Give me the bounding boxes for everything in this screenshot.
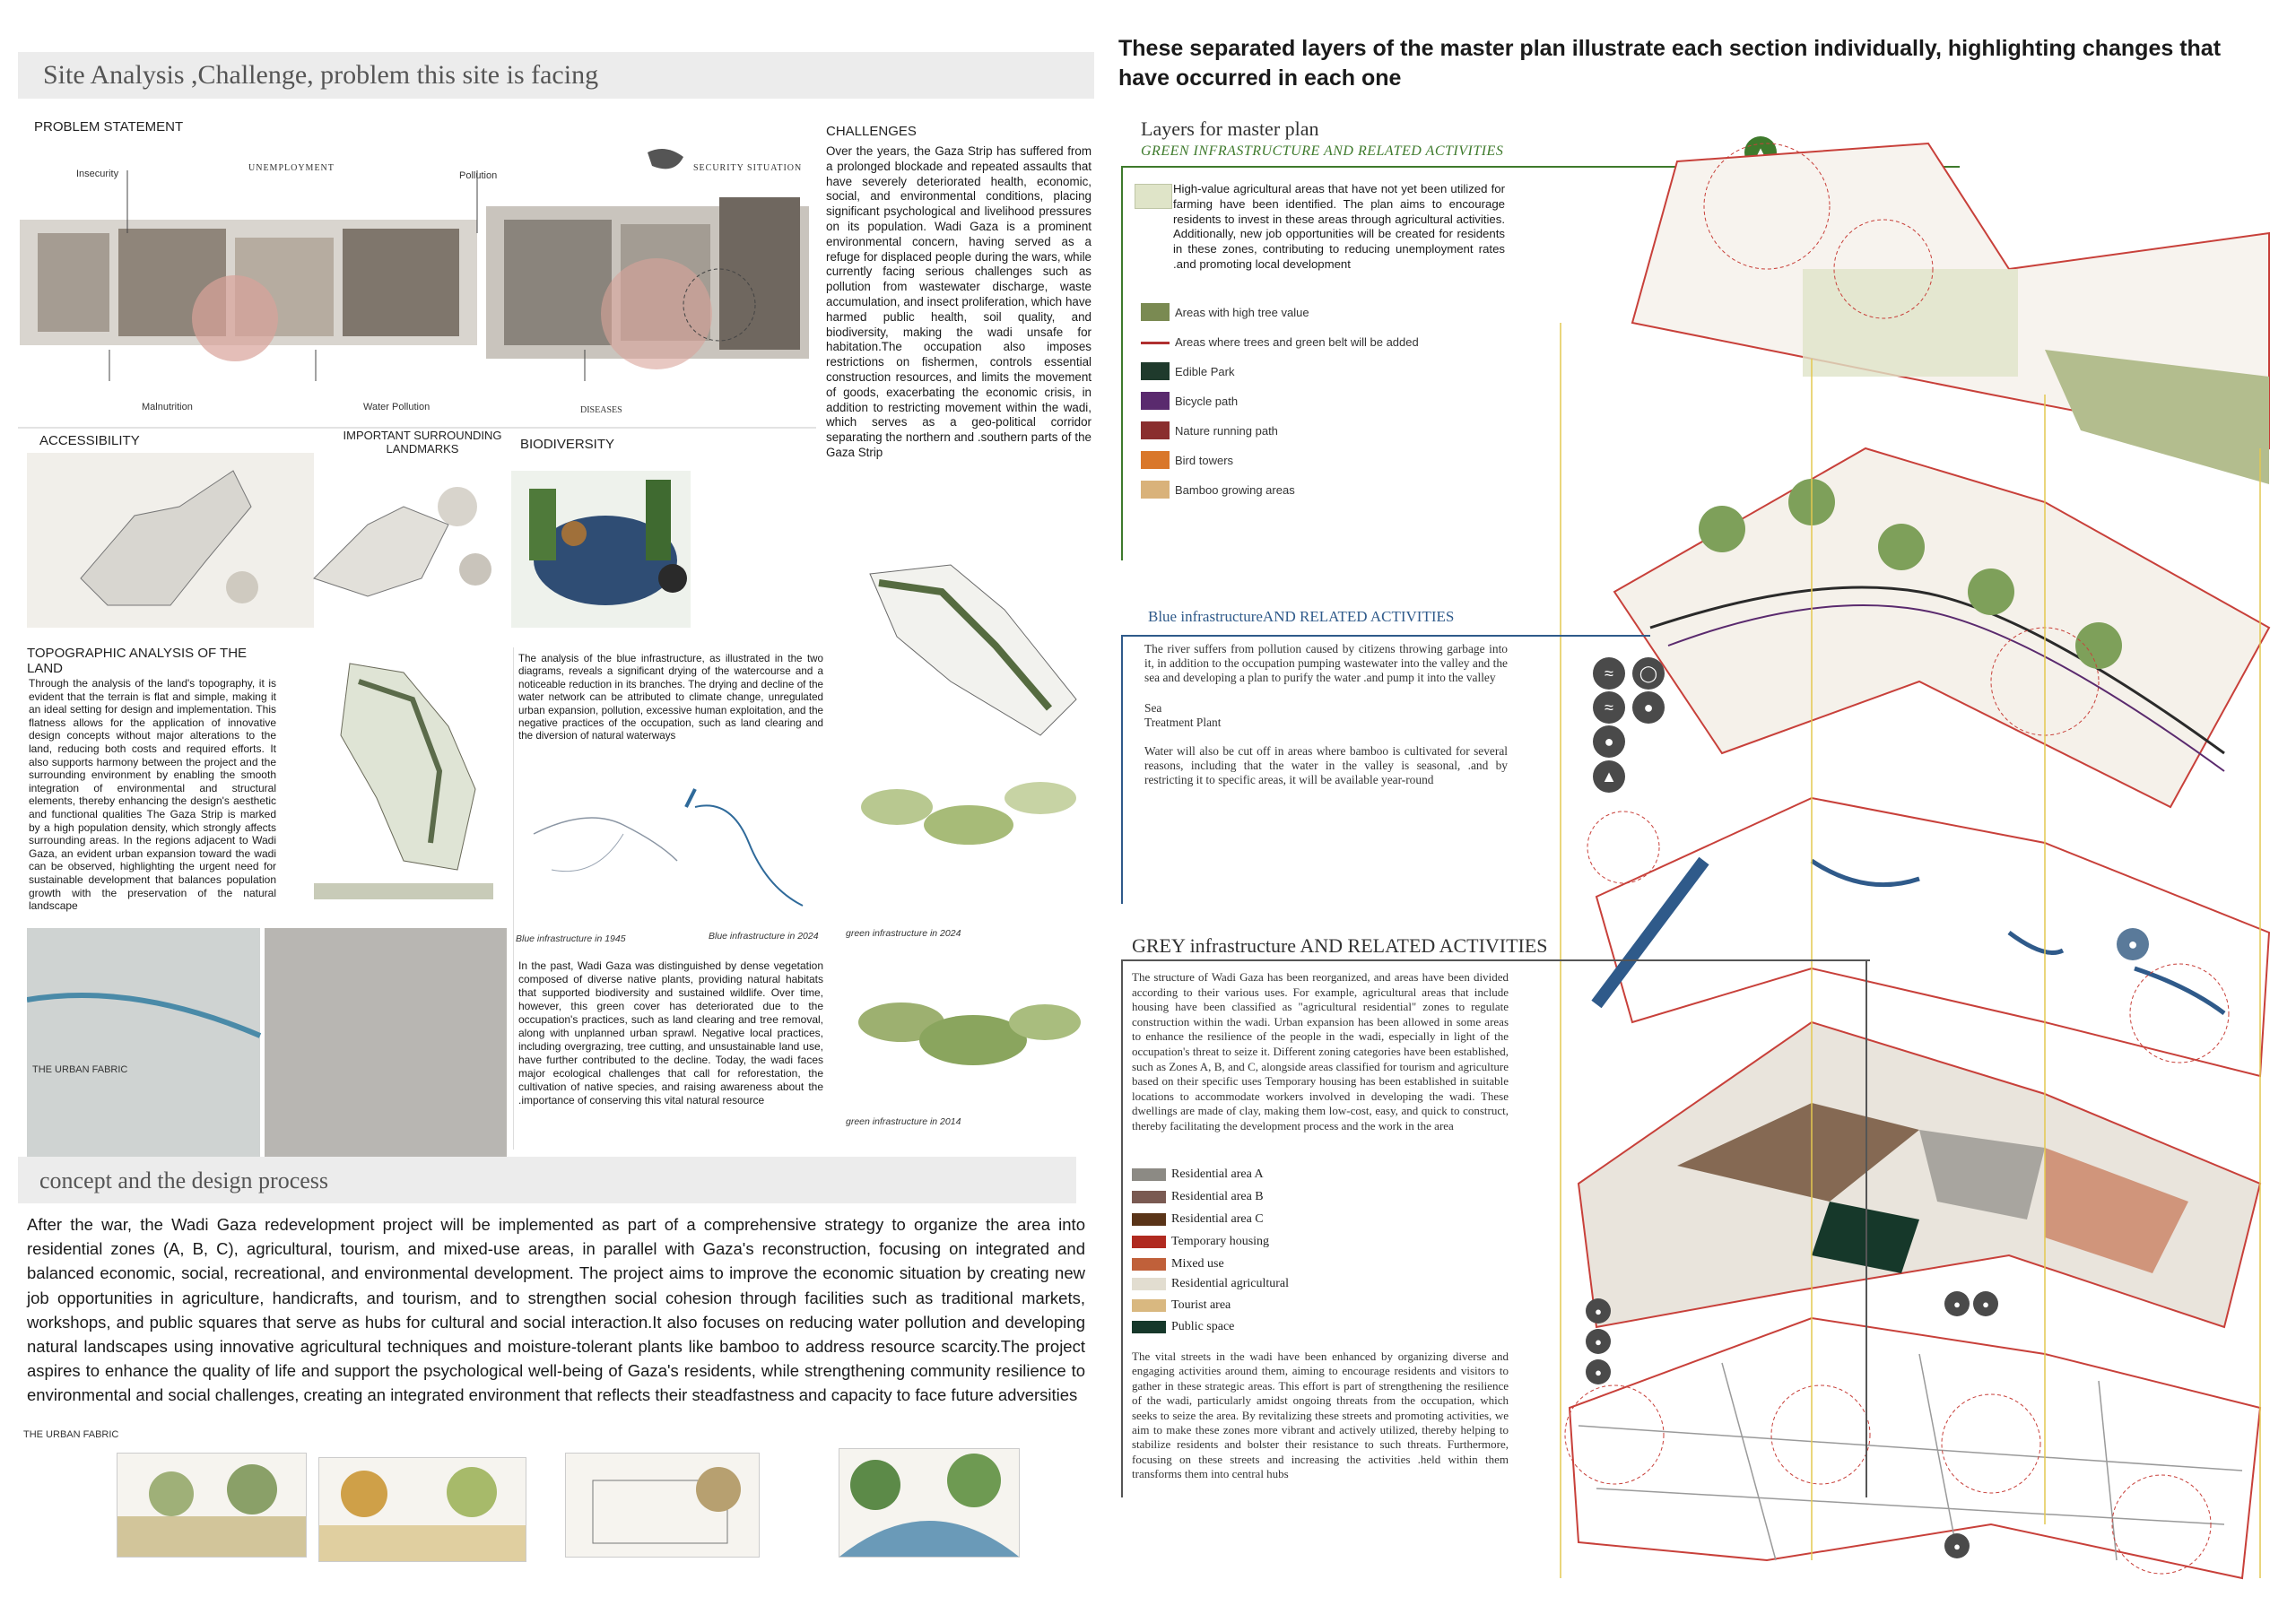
green-2024-patch-3 bbox=[1004, 782, 1076, 814]
street-activity-icon-3: ● bbox=[1586, 1359, 1611, 1384]
grey-legend-res-c bbox=[1132, 1211, 1264, 1228]
green-2014-map bbox=[848, 968, 1090, 1112]
blue-1945-branch bbox=[552, 834, 623, 872]
legend-bamboo bbox=[1141, 480, 1295, 499]
tree-cluster-1 bbox=[1699, 506, 1745, 552]
collage-portrait bbox=[719, 197, 800, 350]
blue-layer-title: Blue infrastructureAND RELATED ACTIVITIES bbox=[1148, 608, 1455, 625]
accessibility-inset bbox=[226, 571, 258, 603]
grey-swatch-res-b bbox=[1132, 1191, 1166, 1203]
grey-text: The structure of Wadi Gaza has been reorganized, and areas have been divided according to their various uses. For example, agricultural areas that include housing have been classified as "agricultural residential" zones to regulate construction within the wadi. Urban expansion has been allowed in some areas to enhance the resilience of the people in the wadi, especially in light of the occupation's threat to seize it. Different zoning categories have been established, such as Zones A, B, and C, alongside areas classified for tourism and agriculture based on their specific uses Temporary housing has been established in suitable locations to accommodate workers involved in developing the wadi. These dwellings are made of clay, making them low-cost, easy, and quick to construct, thereby facilitating the development process and the work in the area bbox=[1132, 970, 1509, 1133]
problem-collage bbox=[20, 135, 827, 430]
highlight-circle-1 bbox=[192, 275, 278, 361]
legend-swatch-bicycle bbox=[1141, 392, 1170, 410]
blue-text-2: Water will also be cut off in areas where bamboo is cultivated for several reasons, including that the water in the valley is seasonal, .and by restricting it to specific areas, it will be available year-round bbox=[1144, 744, 1508, 787]
master-plan-layers bbox=[1543, 126, 2278, 1614]
green-infra-outline bbox=[870, 565, 1076, 735]
legend-swatch-high-tree bbox=[1141, 303, 1170, 321]
biodiversity-tree-2 bbox=[646, 480, 671, 560]
legend-green-belt bbox=[1141, 332, 1419, 352]
legend-high-tree bbox=[1141, 302, 1309, 322]
grey-legend-res-agri bbox=[1132, 1275, 1289, 1293]
grey-legend-mixed bbox=[1132, 1255, 1224, 1273]
master-plan-heading: These separated layers of the master plan illustrate each section individually, highlighting changes that have occurred in each one bbox=[1118, 36, 2222, 91]
blue-layer-plane bbox=[1596, 798, 2269, 1076]
landmark-inset-2 bbox=[459, 553, 491, 586]
swim-icon: ≈ bbox=[1593, 657, 1625, 690]
grey-label-temp: Temporary housing bbox=[1171, 1235, 1270, 1248]
green-2024-patch-2 bbox=[924, 805, 1013, 845]
site-analysis-bar bbox=[18, 52, 1094, 99]
grey-label-res-c: Residential area C bbox=[1171, 1212, 1264, 1226]
blue-sea-label: Sea bbox=[1144, 701, 1162, 715]
grey-label-res-a: Residential area A bbox=[1171, 1167, 1264, 1181]
landmark-inset-1 bbox=[438, 487, 477, 526]
legend-label-bird-towers: Bird towers bbox=[1175, 453, 1234, 467]
agri-swatch bbox=[1135, 184, 1172, 209]
grey-swatch-temp bbox=[1132, 1236, 1166, 1248]
green-2024-patch-1 bbox=[861, 789, 933, 825]
label-insecurity: Insecurity bbox=[76, 169, 119, 179]
bird-silhouette bbox=[648, 149, 683, 169]
blue-text-1: The river suffers from pollution caused by citizens throwing garbage into it, in addition to the occupation pumping wastewater into the valley and the sea and developing a plan to purify the water .and pump it into the valley bbox=[1144, 642, 1508, 685]
urban-fabric-aerial-2 bbox=[265, 928, 507, 1157]
grey-swatch-res-agri bbox=[1132, 1278, 1166, 1290]
left-sheet bbox=[0, 0, 1099, 1623]
concept-title: concept and the design process bbox=[39, 1167, 329, 1193]
sketch-3 bbox=[565, 1453, 760, 1558]
street-activity-icon-2: ● bbox=[1586, 1329, 1611, 1354]
grey-zoning-plane bbox=[1578, 1022, 2260, 1327]
blue-2024-sea bbox=[686, 789, 695, 807]
blue-2024-caption: Blue infrastructure in 2024 bbox=[709, 931, 819, 942]
grey-label-res-b: Residential area B bbox=[1171, 1190, 1264, 1203]
legend-running bbox=[1141, 421, 1278, 440]
grey-frame-top bbox=[1121, 959, 1870, 961]
blue-radius-1 bbox=[1587, 812, 1659, 883]
legend-label-bicycle: Bicycle path bbox=[1175, 394, 1239, 408]
kayak-icon: ≈ bbox=[1593, 691, 1625, 724]
street-activity-icon-4: ● bbox=[1944, 1291, 1970, 1316]
legend-label-edible-park: Edible Park bbox=[1175, 364, 1235, 378]
boat-icon: ▲ bbox=[1593, 760, 1625, 793]
grey-swatch-public bbox=[1132, 1321, 1166, 1333]
grey-swatch-res-c bbox=[1132, 1213, 1166, 1226]
tree-cluster-3 bbox=[1878, 524, 1925, 570]
legend-bird-towers bbox=[1141, 450, 1233, 470]
legend-label-bamboo: Bamboo growing areas bbox=[1175, 482, 1295, 497]
blue-1945-network bbox=[534, 818, 677, 861]
sketch-4 bbox=[839, 1448, 1020, 1558]
blue-analysis-text: The analysis of the blue infrastructure, as illustrated in the two diagrams, reveals a significant drying of the watercourse and a noticeable reduction in its branches. The drying and decline of the water network can be attributed to climate change, unregulated urban expansion, pollution, excessive human exploitation, and the negative practices of the occupation, such as land clearing and the diversion of natural waterways bbox=[518, 653, 823, 742]
blue-frame-top bbox=[1121, 635, 1650, 637]
legend-swatch-bird-towers bbox=[1141, 451, 1170, 469]
tree-cluster-4 bbox=[1968, 568, 2014, 615]
legend-label-green-belt: Areas where trees and green belt will be added bbox=[1175, 334, 1419, 349]
blue-plant-label: Treatment Plant bbox=[1144, 716, 1222, 729]
grey-legend-res-b bbox=[1132, 1188, 1264, 1206]
green-analysis-text: In the past, Wadi Gaza was distinguished by dense vegetation composed of diverse native plants, providing natural habitats that supported biodiversity and sustained wildlife. Over time, however, this green cover has deteriorated due to the occupation's practices, such as land clearing and tree removal, along with unplanned urban sprawl. Negative local practices, including overgrazing, tree cutting, and unsustainable land use, have further contributed to the decline. Today, the wadi faces major ecological challenges that call for reforestation, the cultivation of native species, and raising awareness about the .importance of conserving this vital natural resource bbox=[518, 959, 823, 1107]
grey-legend-res-a bbox=[1132, 1166, 1264, 1184]
label-water-pollution: Water Pollution bbox=[363, 402, 430, 412]
green-layer-title: GREEN INFRASTRUCTURE AND RELATED ACTIVITIES bbox=[1141, 143, 1504, 159]
challenges-text: Over the years, the Gaza Strip has suffered from a prolonged blockade and repeated assaults that have severely deteriorated health, economic, social, and environmental conditions, placing significant psychological and livelihood pressures on its population. Wadi Gaza is a prominent environmental concern, having served as a refuge for displaced people during the wars, while currently facing serious challenges such as pollution from wastewater discharge, waste accumulation, and insect proliferation, which have harmed public health, soil quality, and biodiversity, making the wadi unsafe for habitation.The occupation also imposes restrictions on fishermen, controls essential construction resources, and limits the movement of goods, exacerbating the economic crisis, in addition to restricting movement within the wadi, which serves as a geo-political corridor separating the northern and .southern parts of the Gaza Strip bbox=[826, 144, 1091, 459]
street-activity-icon-6: ● bbox=[1944, 1533, 1970, 1558]
label-malnutrition: Malnutrition bbox=[142, 402, 193, 412]
legend-label-high-tree: Areas with high tree value bbox=[1175, 305, 1309, 319]
grey-legend-tourist bbox=[1132, 1297, 1231, 1315]
grey-label-mixed: Mixed use bbox=[1171, 1257, 1224, 1271]
legend-swatch-edible-park bbox=[1141, 362, 1170, 380]
green-2014-caption: green infrastructure in 2014 bbox=[846, 1116, 961, 1127]
green-trees-plane bbox=[1614, 448, 2269, 807]
biodiversity-label: BIODIVERSITY bbox=[520, 437, 615, 452]
cycle-icon: ◯ bbox=[1632, 657, 1665, 690]
grey-label-public: Public space bbox=[1171, 1320, 1235, 1333]
legend-label-running: Nature running path bbox=[1175, 423, 1278, 438]
grey-legend-temp bbox=[1132, 1233, 1269, 1251]
landmarks-label: IMPORTANT SURROUNDING LANDMARKS bbox=[343, 429, 502, 456]
blue-2024-network bbox=[695, 805, 803, 906]
blue-1945-caption: Blue infrastructure in 1945 bbox=[516, 933, 626, 944]
topo-title: TOPOGRAPHIC ANALYSIS OF THE LAND bbox=[27, 646, 248, 676]
grey-frame-right bbox=[1866, 959, 1867, 1497]
green-legend-text: High-value agricultural areas that have not yet been utilized for farming have been identified. The plan aims to encourage residents to invest in these areas through agricultural activities. Additionally, new job opportunities will be created for residents in these zones, contributing to reducing unemployment rates .and promoting local development bbox=[1173, 182, 1505, 271]
concept-text: After the war, the Wadi Gaza redevelopment project will be implemented as part of a comprehensive strategy to organize the area into residential zones (A, B, C), agricultural, tourism, and mixed-use areas, in parallel with Gaza's reconstruction, focusing on integrated and balanced economic, social, recreational, and environmental development. The project aims to improve the economic situation by creating new job opportunities in agriculture, handicrafts, and tourism, and to strengthen social cohesion through facilities such as traditional markets, workshops, and public squares that serve as hubs for cultural and social interaction.It also focuses on reducing water pollution and developing natural landscapes using innovative agricultural techniques and moisture-tolerant plants like bamboo to address resource scarcity.The project aspires to enhance the quality of life and support the psychological well-being of Gaza's residents, while strengthening community resilience to environmental and social challenges, creating an integrated environment that reflects their steadfastness and capacity to face future adversities bbox=[27, 1215, 1085, 1405]
topo-text: Through the analysis of the land's topography, it is evident that the terrain is flat and simple, making it an ideal setting for design and implementation. This flatness allows for the application of innovative design concepts without major alterations to the land, reducing both costs and required efforts. It also supports harmony between the project and the surrounding environment by enabling the smooth integration of environmental and structural elements, thereby enhancing the design's aesthetic and functional qualities The Gaza Strip is marked by a high population density, which strongly affects surrounding areas. In the regions adjacent to Wadi Gaza, an evident urban expansion toward the wadi can be observed, highlighting the urgent need for sustainable development that balances population growth with the preservation of the natural landscape bbox=[29, 677, 276, 913]
problem-statement-label: PROBLEM STATEMENT bbox=[34, 119, 184, 135]
fishing-icon: ● bbox=[1593, 725, 1625, 758]
biodiversity-deer bbox=[561, 521, 587, 546]
highlight-circle-2 bbox=[601, 258, 712, 369]
treatment-plant-icon: ● bbox=[2117, 928, 2149, 960]
accessibility-diagrams bbox=[27, 453, 816, 632]
grey-frame-left bbox=[1121, 959, 1123, 1497]
blue-frame-left bbox=[1121, 635, 1123, 904]
legend-swatch-running bbox=[1141, 421, 1170, 439]
sketch-2 bbox=[318, 1457, 526, 1562]
concept-bar bbox=[18, 1157, 1076, 1203]
biodiversity-tree-1 bbox=[529, 489, 556, 560]
green-infra-maps bbox=[843, 556, 1094, 933]
collage-figure-1 bbox=[38, 233, 109, 332]
label-diseases: DISEASES bbox=[580, 405, 622, 415]
tree-cluster-5 bbox=[2075, 622, 2122, 669]
legend-swatch-green-belt bbox=[1141, 342, 1170, 344]
legend-edible-park bbox=[1141, 361, 1234, 381]
streets-text: The vital streets in the wadi have been enhanced by organizing diverse and engaging activities around them, aiming to encourage residents and visitors to gather in these strategic areas. This effort is part of strengthening the resilience of the wadi, particularly amidst ongoing threats from the occupation, which seeks to seize the area. By revitalizing these streets and promoting activities, we aim to make these zones more vibrant and actively utilized, thereby helping to stabilize residents and bolster their resistance to such threats. Furthermore, focusing on these streets and increasing the activities .held within them transforms them into central hubs bbox=[1132, 1350, 1509, 1481]
street-activity-icon-1: ● bbox=[1586, 1298, 1611, 1324]
sketch-1 bbox=[117, 1453, 307, 1558]
topo-section bbox=[314, 883, 493, 899]
topo-map-shape bbox=[341, 664, 475, 870]
blue-infra-maps bbox=[516, 771, 830, 933]
challenges-title: CHALLENGES bbox=[826, 124, 917, 139]
label-unemployment: UNEMPLOYMENT bbox=[248, 163, 335, 173]
grey-label-res-agri: Residential agricultural bbox=[1171, 1277, 1290, 1290]
layers-title: Layers for master plan bbox=[1141, 117, 1319, 140]
grey-swatch-mixed bbox=[1132, 1258, 1166, 1271]
legend-bicycle bbox=[1141, 391, 1238, 411]
green-frame-left bbox=[1121, 166, 1123, 560]
tree-icon: ▲ bbox=[1744, 136, 1777, 169]
green-agri-zone bbox=[1803, 269, 2018, 377]
topo-map bbox=[296, 646, 511, 906]
grey-label-tourist: Tourist area bbox=[1171, 1298, 1231, 1312]
urban-fabric-aerial-1 bbox=[27, 928, 260, 1157]
green-2014-patch-3 bbox=[1009, 1004, 1081, 1040]
grey-layer-title: GREY infrastructure AND RELATED ACTIVITIES bbox=[1132, 934, 1548, 957]
site-analysis-title: Site Analysis ,Challenge, problem this site is facing bbox=[43, 60, 599, 90]
accessibility-label: ACCESSIBILITY bbox=[39, 433, 140, 448]
collage-ruin-1 bbox=[504, 220, 612, 345]
grey-legend-public bbox=[1132, 1318, 1234, 1336]
label-security: SECURITY SITUATION bbox=[693, 163, 803, 173]
grey-swatch-res-a bbox=[1132, 1168, 1166, 1181]
walk-icon: ● bbox=[1632, 691, 1665, 724]
street-activity-icon-5: ● bbox=[1973, 1291, 1998, 1316]
landmarks-map bbox=[314, 507, 448, 596]
urban-fabric-collage bbox=[27, 928, 511, 1157]
urban-fabric-label-2: THE URBAN FABRIC bbox=[23, 1429, 119, 1440]
grey-swatch-tourist bbox=[1132, 1299, 1166, 1312]
green-2024-caption: green infrastructure in 2024 bbox=[846, 928, 961, 939]
urban-fabric-label: THE URBAN FABRIC bbox=[32, 1064, 128, 1075]
collage-figure-4 bbox=[343, 229, 459, 336]
legend-swatch-bamboo bbox=[1141, 481, 1170, 499]
biodiversity-bird bbox=[658, 564, 687, 593]
label-pollution: Pollution bbox=[459, 170, 498, 181]
